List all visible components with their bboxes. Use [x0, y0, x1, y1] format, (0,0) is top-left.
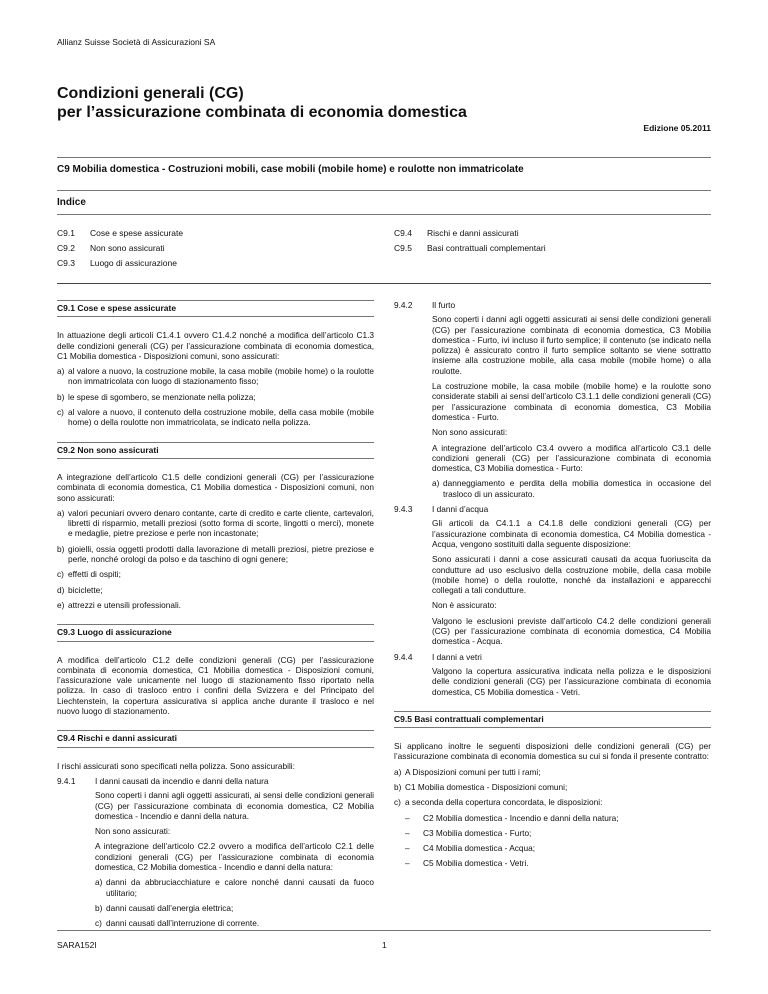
- dash-marker: –: [405, 827, 410, 838]
- dash-marker: –: [405, 858, 410, 869]
- indented-block: [394, 314, 711, 499]
- index-num: C9.2: [57, 243, 75, 253]
- list-text: danneggiamento e perdita della mobilia domestica in occasione del trasloco di un assicurato.: [443, 478, 711, 499]
- index-num: C9.1: [57, 228, 75, 238]
- list-text: effetti di ospiti;: [68, 569, 121, 580]
- divider: [57, 190, 711, 191]
- list-text: al valore a nuovo, la costruzione mobile, la casa mobile (mobile home) o la roulotte non immatricolata con luogo di stazionamento fisso;: [68, 366, 374, 387]
- list-item: [57, 508, 374, 539]
- list-item: [394, 767, 711, 777]
- page-title: [57, 84, 467, 122]
- item-number: 9.4.4: [394, 651, 413, 662]
- footer-divider: [57, 930, 711, 931]
- index-label: Rischi e danni assicurati: [427, 228, 519, 238]
- paragraph: Non è assicurato:: [432, 600, 497, 611]
- paragraph: A integrazione dell’articolo C2.2 ovvero a modifica dell’articolo C2.1 delle condizioni generali (CG) per l’assicurazione combinata di economia domestica, C2 Mobilia domestica - Incendio e danni della natura:: [95, 841, 374, 872]
- paragraph: A modifica dell’articolo C1.2 delle condizioni generali (CG) per l’assicurazione combinata di economia domestica, C1 Mobilia domestica - Disposizioni comuni, l’assicurazione vale unicamente nel luogo di stazionamento fisso riportato nella polizza. In caso di trasloco entro i confini della Svizzera e del Principato del Liechtenstein, la copertura assicurativa si applica anche durante il trasloco e nel nuovo luogo di stazionamento.: [57, 654, 374, 717]
- section-heading-c9-5: C9.5 Basi contrattuali complementari: [394, 711, 711, 728]
- paragraph: Gli articoli da C4.1.1 a C4.1.8 delle condizioni generali (CG) per l’assicurazione combinata di economia domestica, C4 Mobilia domestica - Acqua, vengono sostituiti dalla seguente disposizione:: [432, 518, 711, 549]
- paragraph: Valgono le esclusioni previste dall’articolo C4.2 delle condizioni generali (CG) per l’assicurazione combinata di economia domestica, C4 Mobilia domestica - Acqua.: [432, 615, 711, 647]
- paragraph: Sono assicurati i danni a cose assicurati causati da acqua fuoriuscita da condutture ad uso esclusivo della costruzione mobile, della casa mobile (mobile home) o della roulotte, nonché da installazioni e apparecchi collegati a tali condutture.: [432, 554, 711, 596]
- divider: [57, 214, 711, 215]
- list-text: danni da abbruciacchiature e calore nonché danni causati da fuoco utilitario;: [106, 877, 374, 898]
- item-title: I danni a vetri: [432, 651, 482, 662]
- list-text: C1 Mobilia domestica - Disposizioni comuni;: [405, 781, 568, 792]
- edition-label: Edizione 05.2011: [643, 123, 711, 133]
- page-number: 1: [382, 940, 387, 950]
- list-item: [57, 585, 374, 595]
- index-heading: Indice: [57, 197, 86, 208]
- list-marker: a): [57, 366, 65, 377]
- list-item: [394, 782, 711, 792]
- list-marker: b): [57, 543, 65, 554]
- list-text: danni causati dall’energia elettrica;: [106, 902, 234, 913]
- dash-marker: –: [405, 843, 410, 854]
- list-marker: d): [57, 584, 65, 595]
- divider: [57, 157, 711, 158]
- paragraph: I rischi assicurati sono specificati nella polizza. Sono assicurabili:: [57, 760, 295, 771]
- title-line-1: Condizioni generali (CG): [57, 85, 244, 102]
- section-heading-c9-2: C9.2 Non sono assicurati: [57, 442, 374, 459]
- list-text: al valore a nuovo, il contenuto della costruzione mobile, della casa mobile (mobile home) o della roulotte non immatricolata, se indicato nella polizza.: [68, 407, 374, 428]
- index-label: Luogo di assicurazione: [90, 258, 177, 268]
- paragraph: Sono coperti i danni agli oggetti assicurati ai sensi delle condizioni generali (CG) per l’assicurazione combinata di economia domestica, C3 Mobilia domestica - Furto, ivi incluso il furto semplice; il contenuto (se indicato nella polizza) è assicurato contro il furto semplice soltanto se viene sottratto insieme alla costruzione mobile, alla casa mobile (mobile home) o alla roulotte.: [432, 314, 711, 376]
- section-heading-c9-4: C9.4 Rischi e danni assicurati: [57, 730, 374, 747]
- item-title: Il furto: [432, 300, 456, 310]
- list-marker: b): [394, 781, 402, 792]
- dash-item: [394, 813, 711, 823]
- index-num: C9.3: [57, 258, 75, 268]
- item-number: 9.4.1: [57, 775, 76, 786]
- dash-item: [394, 828, 711, 838]
- section-heading-c9-1: C9.1 Cose e spese assicurate: [57, 300, 374, 317]
- paragraph: Non sono assicurati:: [95, 826, 171, 837]
- footer-code: SARA152I: [57, 940, 97, 950]
- list-marker: c): [95, 918, 102, 929]
- paragraph: A integrazione dell’articolo C3.4 ovvero a modifica all’articolo C3.1 delle condizioni generali (CG) per l’assicurazione combinata di economia domestica, C3 Mobilia domestica - Furto:: [432, 442, 711, 474]
- paragraph: La costruzione mobile, la casa mobile (mobile home) e la roulotte sono considerate stabili ai sensi dell’articolo C3.1.1 delle condizioni generali (CG) per l’assicurazione combinata di economia domestica, C3 Mobilia domestica - Furto.: [432, 381, 711, 422]
- left-column: [57, 300, 374, 933]
- dash-text: C2 Mobilia domestica - Incendio e danni della natura;: [423, 812, 619, 823]
- item-number: 9.4.3: [394, 504, 413, 515]
- index-num: C9.4: [394, 228, 412, 238]
- indented-block: [394, 518, 711, 646]
- list-marker: a): [432, 478, 440, 489]
- section-title: C9 Mobilia domestica - Costruzioni mobili, case mobili (mobile home) e roulotte non immatricolate: [57, 164, 524, 175]
- item-title: I danni d’acqua: [432, 504, 489, 515]
- list-item: [394, 797, 711, 807]
- dash-text: C5 Mobilia domestica - Vetri.: [423, 858, 529, 869]
- list-marker: a): [57, 507, 65, 518]
- list-marker: e): [57, 599, 65, 610]
- list-marker: b): [57, 391, 65, 402]
- dash-marker: –: [405, 812, 410, 823]
- list-marker: c): [57, 569, 64, 580]
- list-text: danni causati dall’interruzione di corrente.: [106, 918, 260, 929]
- index-label: Basi contrattuali complementari: [427, 243, 546, 253]
- list-text: a seconda della copertura concordata, le disposizioni:: [405, 797, 603, 808]
- list-marker: b): [95, 902, 103, 913]
- numbered-item: [394, 504, 711, 514]
- paragraph: In attuazione degli articoli C1.4.1 ovvero C1.4.2 nonché a modifica dell’articolo C1.3 delle condizioni generali (CG) per l’assicurazione combinata di economia domestica, C1 Mobilia domestica - Disposizioni comuni, sono assicurati:: [57, 330, 374, 361]
- paragraph: Valgono la copertura assicurativa indicata nella polizza e le disposizioni delle condizioni generali (CG) per l’assicurazione combinata di economia domestica, C5 Mobilia domestica - Vetri.: [432, 665, 711, 697]
- dash-item: [394, 858, 711, 868]
- indented-block: [394, 666, 711, 697]
- list-item: [95, 918, 374, 928]
- dash-text: C3 Mobilia domestica - Furto;: [423, 827, 532, 838]
- list-text: biciclette;: [68, 584, 103, 595]
- index-label: Cose e spese assicurate: [90, 228, 184, 238]
- list-item: [57, 392, 374, 402]
- list-marker: a): [95, 877, 103, 888]
- section-heading-c9-3: C9.3 Luogo di assicurazione: [57, 624, 374, 641]
- list-item: [95, 877, 374, 898]
- list-text: gioielli, ossia oggetti prodotti dalla lavorazione di metalli preziosi, pietre preziose e perle, nonché orologi da polso e da taschino di ogni genere;: [68, 543, 374, 565]
- divider: [57, 283, 711, 284]
- list-marker: c): [394, 797, 401, 808]
- paragraph: Si applicano inoltre le seguenti disposizioni delle condizioni generali (CG) per l’assicurazione combinata di economia domestica su cui si fonda il presente contratto:: [394, 741, 711, 762]
- index-num: C9.5: [394, 243, 412, 253]
- numbered-item: [394, 652, 711, 662]
- list-text: A Disposizioni comuni per tutti i rami;: [405, 766, 541, 777]
- right-column: [394, 300, 711, 874]
- list-item: [432, 478, 711, 499]
- item-title: I danni causati da incendio e danni della natura: [95, 775, 269, 786]
- index-label: Non sono assicurati: [90, 243, 165, 253]
- list-item: [57, 366, 374, 387]
- company-name: Allianz Suisse Società di Assicurazioni SA: [57, 37, 216, 47]
- indented-block: [57, 790, 374, 928]
- dash-text: C4 Mobilia domestica - Acqua;: [423, 843, 536, 854]
- list-text: attrezzi e utensili professionali.: [68, 599, 181, 610]
- title-line-2: per l’assicurazione combinata di economia domestica: [57, 104, 467, 121]
- list-text: le spese di sgombero, se menzionate nella polizza;: [68, 391, 256, 402]
- list-marker: a): [394, 766, 402, 777]
- list-marker: c): [57, 407, 64, 418]
- paragraph: A integrazione dell’articolo C1.5 delle condizioni generali (CG) per l’assicurazione combinata di economia domestica, C1 Mobilia domestica - Disposizioni comuni, non sono assicurati:: [57, 471, 374, 503]
- list-item: [57, 569, 374, 579]
- list-text: valori pecuniari ovvero denaro contante, carte di credito e carte cliente, cartevalori, libretti di risparmio, metalli preziosi (sotto forma di scorte, lingotti o merci), monete e medaglie, pietre preziose e perle non incastonate;: [68, 507, 374, 539]
- numbered-item: [57, 776, 374, 786]
- dash-item: [394, 843, 711, 853]
- list-item: [57, 544, 374, 565]
- list-item: [57, 600, 374, 610]
- item-number: 9.4.2: [394, 300, 413, 310]
- numbered-item: [394, 300, 711, 310]
- paragraph: Non sono assicurati:: [432, 427, 508, 438]
- list-item: [57, 407, 374, 428]
- paragraph: Sono coperti i danni agli oggetti assicurati, ai sensi delle condizioni generali (CG) per l’assicurazione combinata di economia domestica, C2 Mobilia domestica - Incendio e danni della natura.: [95, 790, 374, 821]
- list-item: [95, 903, 374, 913]
